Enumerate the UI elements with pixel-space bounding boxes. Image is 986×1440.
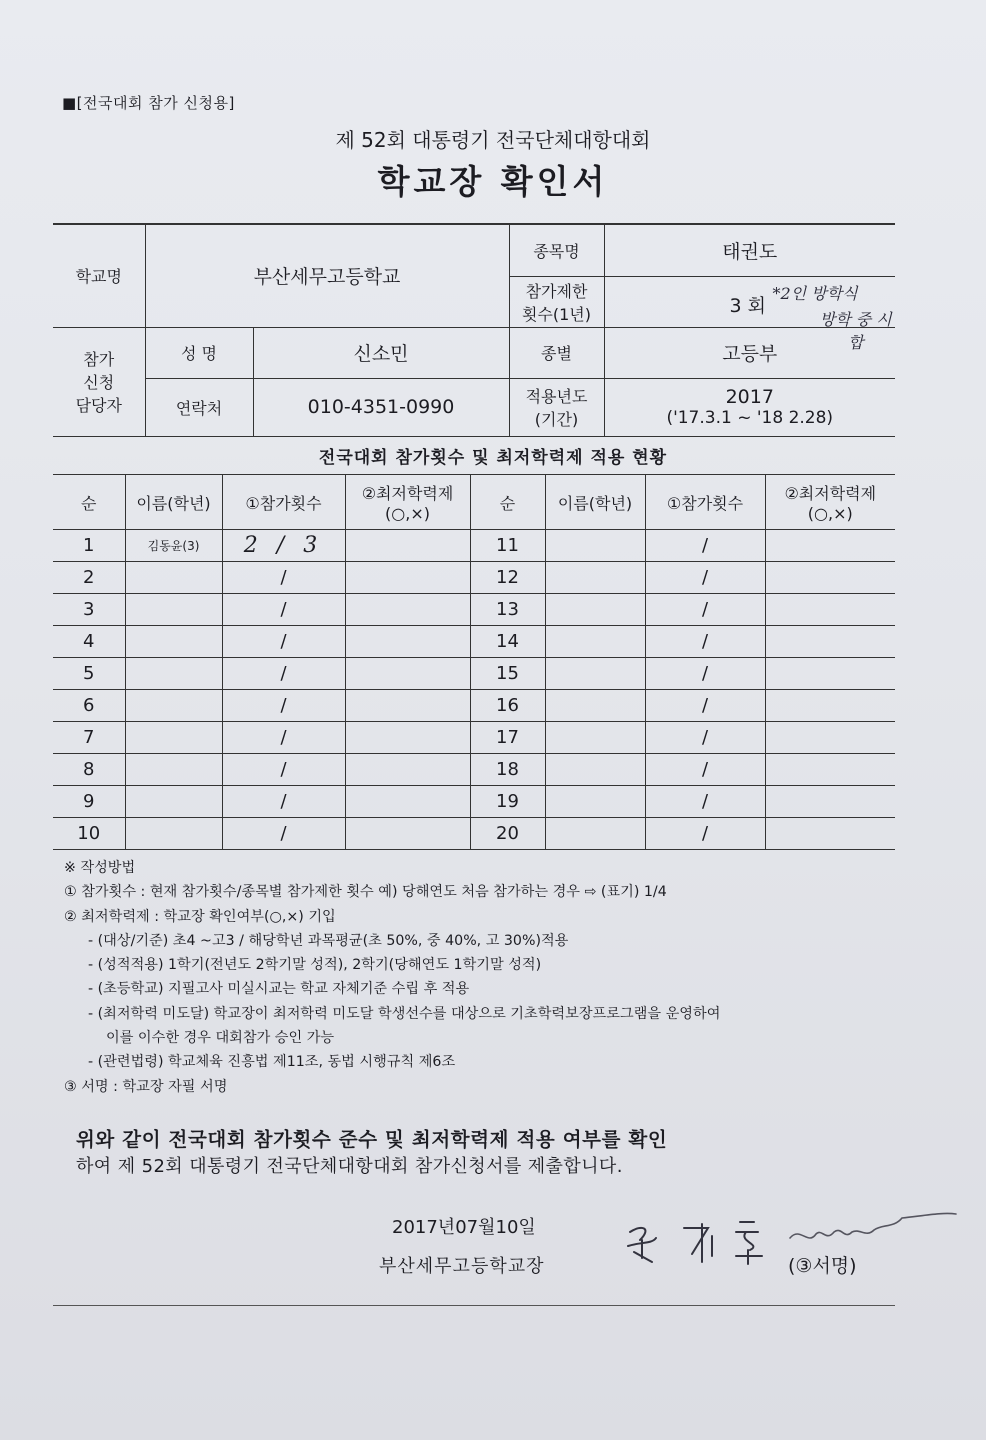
header-minimum-line1: ②최저학력제 bbox=[361, 484, 454, 503]
row-name bbox=[545, 818, 645, 850]
event-title: 제 52회 대통령기 전국단체대항대회 bbox=[335, 128, 651, 152]
row-minimum bbox=[765, 658, 895, 690]
confirmation-line2: 하여 제 52회 대통령기 전국단체대항대회 참가신청서를 제출합니다. bbox=[76, 1156, 623, 1177]
row-no: 5 bbox=[53, 658, 125, 690]
header-minimum-right-line1: ②최저학력제 bbox=[784, 484, 877, 503]
row-minimum bbox=[345, 690, 470, 722]
document-title: 학교장 확인서 bbox=[377, 162, 609, 201]
signature-label: (③서명) bbox=[788, 1255, 857, 1277]
row-minimum bbox=[345, 722, 470, 754]
row-minimum bbox=[345, 626, 470, 658]
table-row bbox=[53, 690, 895, 722]
pretitle: ■[전국대회 참가 신청용] bbox=[62, 94, 235, 112]
row-name bbox=[545, 754, 645, 786]
limit-value: 3 회 bbox=[729, 294, 766, 317]
bottom-rule bbox=[53, 1305, 895, 1306]
row-name bbox=[545, 786, 645, 818]
row-minimum bbox=[345, 594, 470, 626]
row-no: 4 bbox=[53, 626, 125, 658]
row-no: 7 bbox=[53, 722, 125, 754]
year-value: 2017 bbox=[725, 386, 774, 408]
row-minimum bbox=[765, 594, 895, 626]
year-label-line1: 적용년도 bbox=[525, 387, 588, 406]
applicant-label-line3: 담당자 bbox=[75, 396, 122, 415]
header-minimum-line2: (○,×) bbox=[385, 504, 430, 523]
row-name bbox=[545, 562, 645, 594]
category-value: 고등부 bbox=[604, 327, 895, 378]
row-count: / bbox=[222, 754, 345, 786]
principal-title: 부산세무고등학교장 bbox=[379, 1256, 545, 1277]
row-no: 2 bbox=[53, 562, 125, 594]
row-no: 13 bbox=[470, 594, 545, 626]
name-value: 신소민 bbox=[253, 327, 509, 378]
year-cell bbox=[604, 378, 895, 436]
event-value: 태권도 bbox=[604, 224, 895, 276]
row-minimum bbox=[345, 658, 470, 690]
table-row bbox=[53, 562, 895, 594]
row-name: 김동윤(3) bbox=[125, 530, 222, 562]
note-line: - (대상/기준) 초4 ~고3 / 해당학년 과목평균(초 50%, 중 40%, 고 30%)적용 bbox=[88, 932, 569, 949]
row-count: / bbox=[222, 562, 345, 594]
row-no: 14 bbox=[470, 626, 545, 658]
submission-date: 2017년07월10일 bbox=[392, 1217, 536, 1238]
row-no: 3 bbox=[53, 594, 125, 626]
table-header-row bbox=[53, 475, 895, 530]
row-count: / bbox=[645, 754, 765, 786]
row-minimum bbox=[765, 530, 895, 562]
row-no: 9 bbox=[53, 786, 125, 818]
row-minimum bbox=[345, 530, 470, 562]
note-line: ① 참가횟수 : 현재 참가횟수/종목별 참가제한 횟수 예) 당해연도 처음 참가하는 경우 ⇨ (표기) 1/4 bbox=[64, 884, 667, 901]
row-count: / bbox=[645, 562, 765, 594]
table-row bbox=[53, 530, 895, 562]
period-value: ('17.3.1 ~ '18 2.28) bbox=[666, 408, 834, 428]
writing-instructions bbox=[64, 856, 904, 1099]
limit-value-cell bbox=[604, 276, 895, 352]
row-no: 12 bbox=[470, 562, 545, 594]
row-minimum bbox=[765, 786, 895, 818]
note-line: ② 최저학력제 : 학교장 확인여부(○,×) 기입 bbox=[64, 908, 336, 925]
row-name bbox=[125, 562, 222, 594]
row-minimum bbox=[765, 754, 895, 786]
row-no: 20 bbox=[470, 818, 545, 850]
contact-label: 연락처 bbox=[145, 378, 253, 436]
row-minimum bbox=[345, 786, 470, 818]
row-count: / bbox=[645, 626, 765, 658]
row-name bbox=[545, 594, 645, 626]
row-count: / bbox=[645, 690, 765, 722]
row-minimum bbox=[765, 818, 895, 850]
row-count: / bbox=[222, 786, 345, 818]
header-no: 순 bbox=[53, 475, 125, 530]
header-minimum-right bbox=[765, 475, 895, 530]
row-count: / bbox=[222, 690, 345, 722]
header-no-right: 순 bbox=[470, 475, 545, 530]
header-name-right: 이름(학년) bbox=[545, 475, 645, 530]
row-count: / bbox=[222, 626, 345, 658]
header-minimum-right-line2: (○,×) bbox=[807, 504, 853, 523]
row-no: 10 bbox=[53, 818, 125, 850]
row-name bbox=[125, 690, 222, 722]
row-name bbox=[545, 722, 645, 754]
contact-value: 010-4351-0990 bbox=[253, 378, 509, 436]
limit-label bbox=[509, 276, 604, 327]
row-count: / bbox=[222, 722, 345, 754]
confirmation-line1: 위와 같이 전국대회 참가횟수 준수 및 최저학력제 적용 여부를 확인 bbox=[76, 1128, 668, 1151]
applicant-label-line2: 신청 bbox=[83, 373, 115, 392]
row-no: 16 bbox=[470, 690, 545, 722]
row-count: / bbox=[645, 786, 765, 818]
school-label: 학교명 bbox=[53, 224, 145, 327]
year-label-line2: (기간) bbox=[534, 410, 579, 429]
row-count: / bbox=[645, 722, 765, 754]
name-label: 성 명 bbox=[145, 327, 253, 378]
limit-handnote-2: 방학 중 시합 bbox=[819, 309, 892, 352]
table-row bbox=[53, 594, 895, 626]
row-minimum bbox=[765, 690, 895, 722]
note-line: - (초등학교) 지필고사 미실시교는 학교 자체기준 수립 후 적용 bbox=[88, 981, 470, 998]
applicant-label-line1: 참가 bbox=[83, 350, 115, 369]
header-count-right: ①참가횟수 bbox=[645, 475, 765, 530]
limit-label-line1: 참가제한 bbox=[525, 281, 588, 301]
table-row bbox=[53, 722, 895, 754]
note-line: ③ 서명 : 학교장 자필 서명 bbox=[64, 1078, 228, 1095]
row-no: 1 bbox=[53, 530, 125, 562]
row-name bbox=[125, 722, 222, 754]
row-name bbox=[545, 658, 645, 690]
row-name bbox=[125, 594, 222, 626]
row-no: 8 bbox=[53, 754, 125, 786]
applicant-label bbox=[53, 327, 145, 436]
event-label: 종목명 bbox=[509, 224, 604, 276]
row-minimum bbox=[765, 722, 895, 754]
school-value: 부산세무고등학교 bbox=[145, 224, 509, 327]
table-row bbox=[53, 754, 895, 786]
header-name: 이름(학년) bbox=[125, 475, 222, 530]
header-minimum bbox=[345, 475, 470, 530]
row-minimum bbox=[345, 562, 470, 594]
row-name bbox=[125, 754, 222, 786]
row-name bbox=[125, 658, 222, 690]
row-count: / bbox=[645, 594, 765, 626]
row-no: 19 bbox=[470, 786, 545, 818]
row-count: / bbox=[645, 658, 765, 690]
note-line: - (성적적용) 1학기(전년도 2학기말 성적), 2학기(당해연도 1학기말 성적) bbox=[88, 957, 542, 974]
table-row bbox=[53, 626, 895, 658]
year-label bbox=[509, 378, 604, 436]
row-name bbox=[545, 626, 645, 658]
row-count: / bbox=[222, 818, 345, 850]
row-no: 11 bbox=[470, 530, 545, 562]
row-no: 15 bbox=[470, 658, 545, 690]
row-name bbox=[545, 690, 645, 722]
note-line: - (관련법령) 학교체육 진흥법 제11조, 동법 시행규칙 제6조 bbox=[88, 1054, 456, 1071]
row-count: 2 / 3 bbox=[222, 530, 345, 562]
row-no: 18 bbox=[470, 754, 545, 786]
row-minimum bbox=[765, 626, 895, 658]
notes-heading: ※ 작성방법 bbox=[64, 860, 136, 876]
row-count: / bbox=[645, 530, 765, 562]
row-minimum bbox=[345, 818, 470, 850]
row-name bbox=[545, 530, 645, 562]
note-line: 이를 이수한 경우 대회참가 승인 가능 bbox=[106, 1030, 335, 1047]
row-minimum bbox=[345, 754, 470, 786]
row-name bbox=[125, 626, 222, 658]
row-name bbox=[125, 818, 222, 850]
category-label: 종별 bbox=[509, 327, 604, 378]
info-table bbox=[53, 223, 895, 437]
section-title: 전국대회 참가횟수 및 최저학력제 적용 현황 bbox=[318, 448, 668, 468]
row-name bbox=[125, 786, 222, 818]
limit-label-line2: 횟수(1년) bbox=[521, 304, 592, 324]
row-no: 6 bbox=[53, 690, 125, 722]
table-row bbox=[53, 786, 895, 818]
note-line: - (최저학력 미도달) 학교장이 최저학력 미도달 학생선수를 대상으로 기초학력보장프로그램을 운영하여 bbox=[88, 1005, 721, 1022]
header-count: ①참가횟수 bbox=[222, 475, 345, 530]
table-row bbox=[53, 658, 895, 690]
row-minimum bbox=[765, 562, 895, 594]
row-count: / bbox=[645, 818, 765, 850]
row-count: / bbox=[222, 658, 345, 690]
table-row bbox=[53, 818, 895, 850]
row-no: 17 bbox=[470, 722, 545, 754]
row-count: / bbox=[222, 594, 345, 626]
participation-table bbox=[53, 474, 895, 850]
limit-handnote-1: *2인 방학식 bbox=[772, 283, 858, 303]
